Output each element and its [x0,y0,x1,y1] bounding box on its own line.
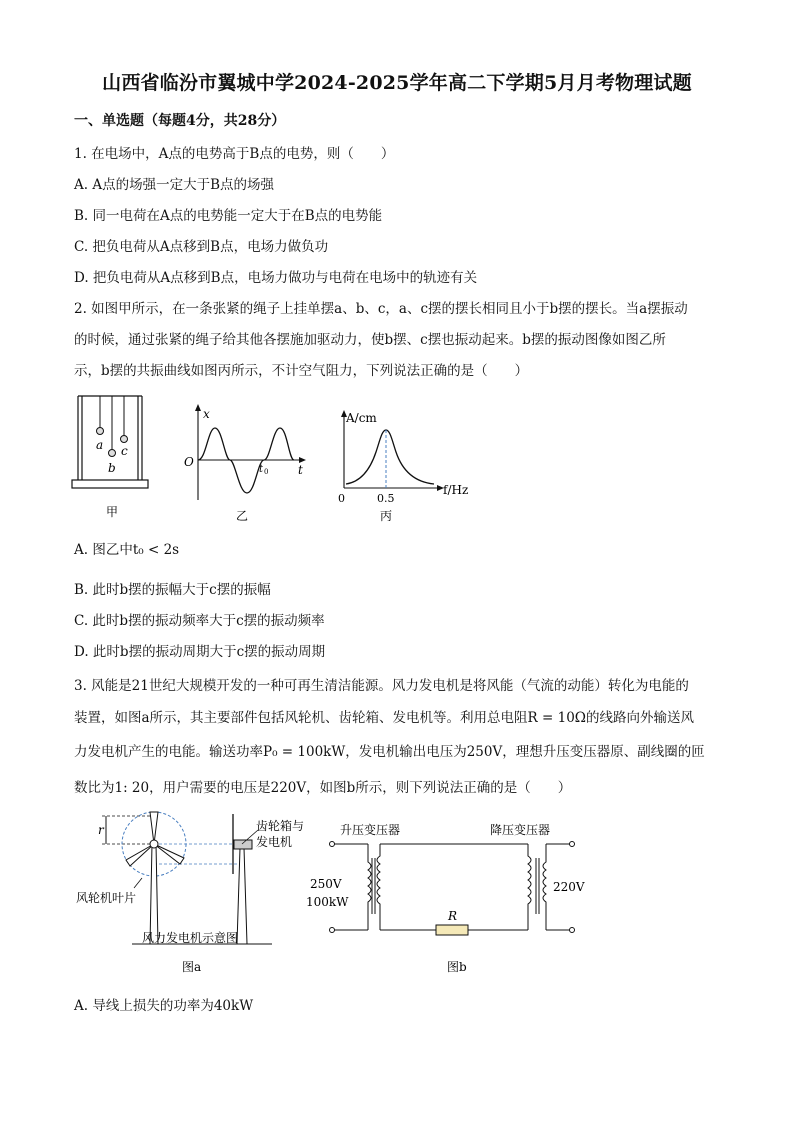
bing-zero-label: 0 [338,492,345,505]
figure-yi-caption: 乙 [236,509,249,523]
q2-option-c: C. 此时b摆的振动频率大于c摆的振动频率 [74,613,325,629]
yi-t-label: t [298,463,303,477]
q2-option-d: D. 此时b摆的振动周期大于c摆的振动周期 [74,644,326,660]
q2-stem-line-3: 示，b摆的共振曲线如图丙所示，不计空气阻力，下列说法正确的是（ ） [74,363,529,379]
figure-a-wind-turbine [76,808,322,980]
figure-bing-caption: 丙 [380,509,393,523]
q1-option-b: B. 同一电荷在A点的电势能一定大于在B点的电势能 [74,208,383,224]
q3-option-a: A. 导线上损失的功率为40kW [74,998,254,1014]
figure-a-caption: 图a [182,960,202,974]
q1-stem: 1. 在电场中，A点的电势高于B点的电势，则（ ） [74,146,395,162]
q3-stem-line-1: 3. 风能是21世纪大规模开发的一种可再生清洁能源。风力发电机是将风能（气流的动能）转化为电能的 [74,678,689,694]
pendulum-label-a: a [96,438,104,452]
blade-label: 风轮机叶片 [76,891,137,905]
r-label: r [98,823,104,837]
diagram-label: 风力发电机示意图 [142,931,239,945]
q3-stem-line-2: 装置，如图a所示，其主要部件包括风轮机、齿轮箱、发电机等。利用总电阻R = 10Ω的线路向外输送风 [74,710,694,726]
q2-stem-line-2: 的时候，通过张紧的绳子给其他各摆施加驱动力，使b摆、c摆也振动起来。b摆的振动图像如图乙所 [74,332,666,348]
pendulum-label-b: b [108,461,116,475]
figure-b-transmission-circuit [306,818,600,980]
resistor-label: R [448,909,458,923]
figure-b-caption: 图b [447,960,467,974]
gearbox-label-1: 齿轮箱与 [256,819,305,833]
figure-jia-pendulums [70,388,160,528]
bing-y-label: A/cm [346,411,377,425]
yi-t0-label: t [259,464,264,475]
bing-x-label: f/Hz [443,483,469,497]
q1-option-c: C. 把负电荷从A点移到B点，电场力做负功 [74,239,329,255]
q1-option-a: A. A点的场强一定大于B点的场强 [74,177,275,193]
figure-jia-caption: 甲 [106,505,119,519]
gearbox-label-2: 发电机 [256,835,293,849]
q2-option-a: A. 图乙中t₀ < 2s [74,542,180,558]
yi-origin-label: O [184,455,194,469]
input-power-label: 100kW [306,895,349,909]
q1-option-d: D. 把负电荷从A点移到B点，电场力做功与电荷在电场中的轨迹有关 [74,270,478,286]
section-heading: 一、单选题（每题4分，共28分） [74,113,286,129]
step-up-label: 升压变压器 [340,823,401,837]
input-voltage-label: 250V [310,877,342,891]
output-voltage-label: 220V [553,880,585,894]
step-down-label: 降压变压器 [490,823,551,837]
q3-stem-line-4: 数比为1: 20，用户需要的电压是220V，如图b所示，则下列说法正确的是（ ） [74,780,572,796]
q2-option-b: B. 此时b摆的振幅大于c摆的振幅 [74,582,271,598]
pendulum-label-c: c [121,444,128,458]
figure-yi-vibration-graph [178,400,318,530]
page-title: 山西省临汾市翼城中学2024-2025学年高二下学期5月月考物理试题 [102,72,692,94]
q2-stem-line-1: 2. 如图甲所示，在一条张紧的绳子上挂单摆a、b、c，a、c摆的摆长相同且小于b摆的摆长。当a摆振动 [74,301,688,317]
q3-stem-line-3: 力发电机产生的电能。输送功率P₀ = 100kW，发电机输出电压为250V，理想升压变压器原、副线圈的匝 [74,744,705,760]
bing-peak-tick: 0.5 [377,492,395,505]
yi-t0-subscript: 0 [264,468,269,476]
yi-y-label: x [203,407,210,421]
figure-bing-resonance-curve [330,400,480,530]
